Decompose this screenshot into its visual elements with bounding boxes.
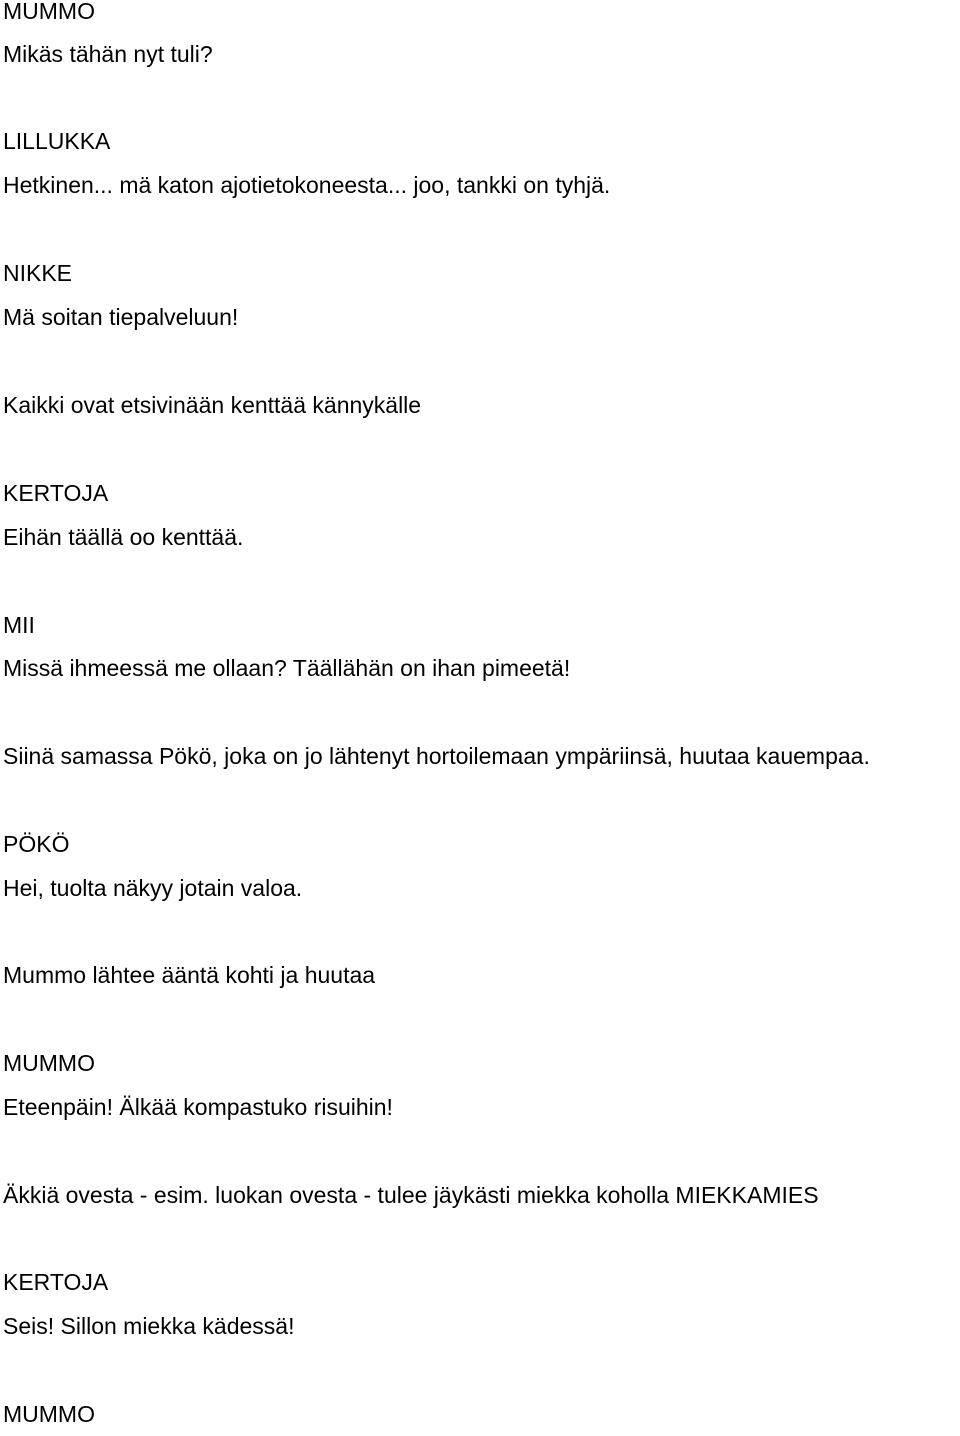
speaker-name: MUMMO — [3, 1050, 95, 1076]
speaker-name: KERTOJA — [3, 1269, 109, 1295]
stage-direction: Mummo lähtee ääntä kohti ja huutaa — [3, 962, 376, 988]
speaker-name: KERTOJA — [3, 480, 109, 506]
speaker-name: MII — [3, 612, 35, 638]
dialogue-line: Mikäs tähän nyt tuli? — [3, 41, 213, 67]
speaker-name: MUMMO — [3, 1401, 95, 1427]
dialogue-line: Missä ihmeessä me ollaan? Täällähän on ihan pimeetä! — [3, 655, 571, 681]
speaker-name: PÖKÖ — [3, 831, 70, 857]
stage-direction: Äkkiä ovesta - esim. luokan ovesta - tulee jäykästi miekka koholla MIEKKAMIES — [3, 1182, 819, 1208]
dialogue-line: Seis! Sillon miekka kädessä! — [3, 1313, 295, 1339]
dialogue-line: Hei, tuolta näkyy jotain valoa. — [3, 875, 303, 901]
dialogue-line: Mä soitan tiepalveluun! — [3, 304, 239, 330]
speaker-name: MUMMO — [3, 0, 95, 24]
dialogue-line: Eteenpäin! Älkää kompastuko risuihin! — [3, 1094, 393, 1120]
speaker-name: NIKKE — [3, 260, 73, 286]
speaker-name: LILLUKKA — [3, 128, 111, 154]
dialogue-line: Hetkinen... mä katon ajotietokoneesta... joo, tankki on tyhjä. — [3, 172, 611, 198]
stage-direction: Siinä samassa Pökö, joka on jo lähtenyt hortoilemaan ympäriinsä, huutaa kauempaa. — [3, 743, 870, 769]
dialogue-line: Eihän täällä oo kenttää. — [3, 524, 244, 550]
stage-direction: Kaikki ovat etsivinään kenttää kännykälle — [3, 392, 422, 418]
